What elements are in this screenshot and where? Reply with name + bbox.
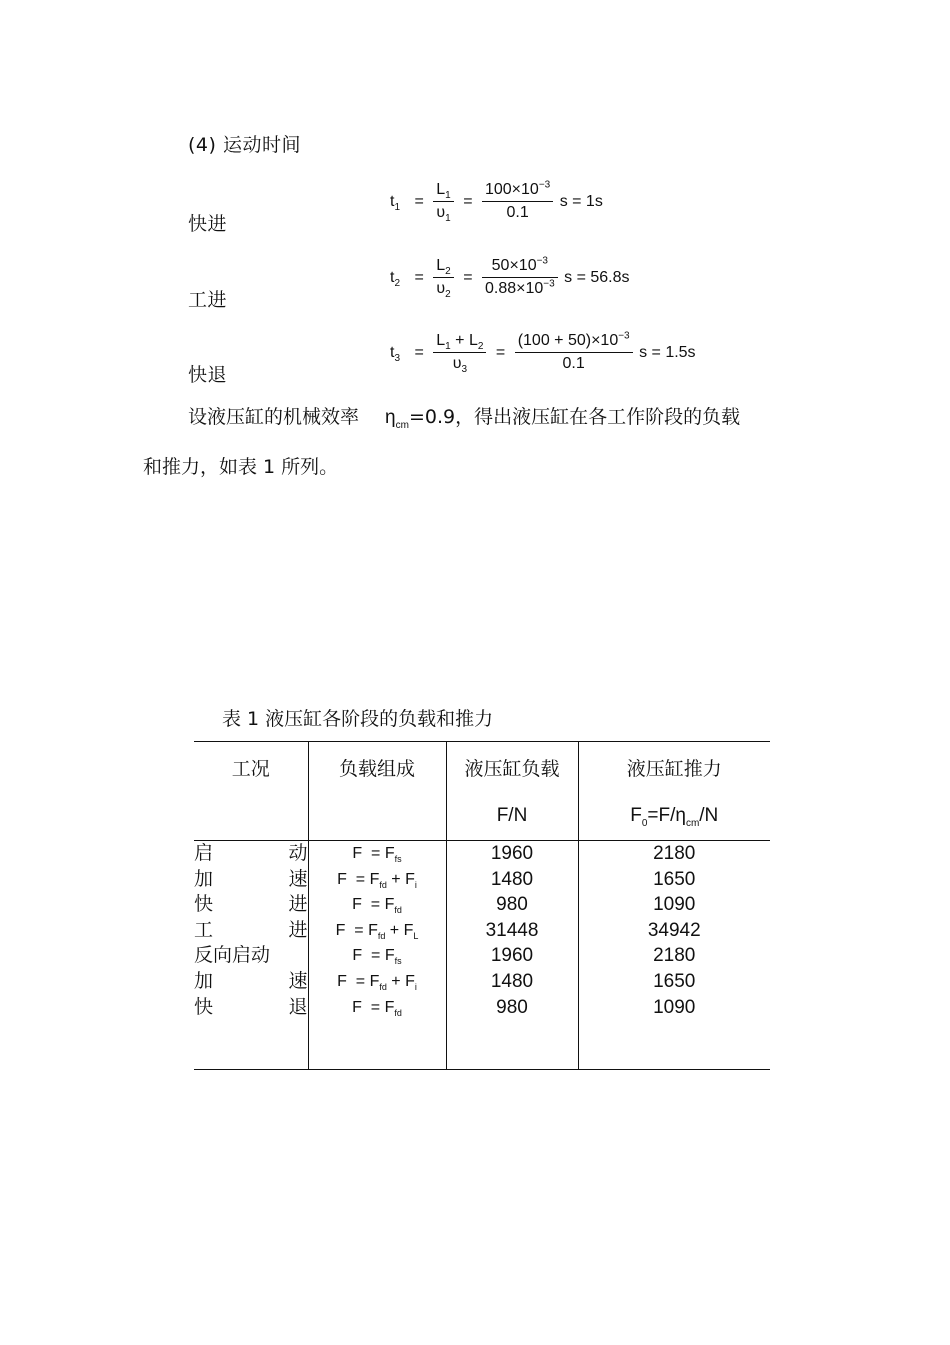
thrust-value: 2180 [653,945,696,967]
eta-symbol: η [385,407,396,428]
cylinder-thrust-column [578,841,770,1070]
efficiency-paragraph-line1 [188,390,808,445]
formula-t3-lhs: t [390,343,395,361]
t1-num: 100×10 [484,181,539,198]
t3-sym-num-b: L [468,332,478,349]
header-load-composition-label: 负载组成 [338,758,415,780]
motion-label-fast-return: 快退 [188,364,228,386]
t1-sym-num-sub: 1 [445,190,451,202]
comp-sub: fs [394,854,402,865]
comp-base: F = F [352,845,395,862]
comp-sub: fd [379,879,387,890]
condition-a: 加 [194,867,214,890]
composition-line [309,943,446,969]
condition-line [194,969,308,995]
paragraph-part1: 设液压缸的机械效率 [188,406,360,428]
t2-result: s = 56.8s [564,268,630,286]
t2-sym-num: L [436,257,446,274]
thrust-value: 2180 [653,843,696,864]
condition-line [194,892,308,918]
t3-sym-num-a-sub: 1 [445,341,451,353]
eta-value: =0.9，得出液压缸在各工作阶段的负载 [408,406,741,428]
condition-b: 速 [288,867,308,890]
condition-b: 动 [288,842,308,864]
t3-sym-den-sub: 3 [461,364,467,376]
comp-base: F = F [352,896,395,914]
comp-extra-sub: i [414,982,417,993]
section-heading: (4) 运动时间 [188,134,301,156]
t1-sym-den-sub: 1 [445,213,451,225]
comp-base: F = F [335,921,378,939]
composition-line [309,969,446,995]
header-condition [194,742,308,841]
condition-line [194,943,308,969]
t3-num-exp: −3 [618,330,630,342]
condition-a: 启 [194,842,214,864]
formula-t1-lhs: t [390,192,395,210]
t2-den: 0.88×10 [484,280,544,297]
t2-den-exp: −3 [543,278,555,290]
thrust-formula-b-sub: cm [685,817,700,829]
header-load-composition [308,742,446,841]
t2-num: 50×10 [491,257,537,274]
comp-sub: fd [377,930,386,941]
condition-b: 进 [288,893,308,916]
motion-label-work-feed: 工进 [188,289,228,311]
composition-line [309,892,446,918]
composition-line [309,841,446,867]
t3-den: 0.1 [562,355,585,372]
header-cylinder-load-unit: F/N [496,805,528,826]
comp-extra: + F [386,870,415,888]
t3-sym-num-op: + [450,332,469,349]
cylinder-load-column [446,841,578,1070]
eta-sub: cm [395,419,409,431]
header-cylinder-load [446,742,578,841]
table-header-row [194,742,770,841]
load-composition-column [308,841,446,1070]
t3-result: s = 1.5s [639,343,696,361]
motion-label-fast-forward: 快进 [188,213,228,235]
load-value: 31448 [485,919,539,941]
formula-t3-numeric [515,331,633,374]
thrust-value: 1090 [653,894,696,916]
formula-t1-symbolic [433,180,453,223]
comp-extra: + F [386,972,415,990]
thrust-formula-c: /N [699,805,719,826]
thrust-formula-a-sub: 0 [641,817,648,829]
t2-num-exp: −3 [536,255,548,267]
efficiency-paragraph-line2: 和推力，如表 1 所列。 [143,456,339,478]
t3-sym-num-a: L [436,332,446,349]
t2-sym-den-sub: 2 [445,289,451,301]
load-value: 1960 [490,945,534,967]
load-value: 1960 [490,843,534,864]
t3-sym-den: υ [452,355,462,372]
load-value: 1480 [490,970,534,992]
formula-t2-lhs: t [390,268,395,286]
thrust-value: 1650 [653,970,696,992]
condition-a: 工 [194,918,214,941]
condition-b: 退 [288,995,308,1018]
comp-sub: fs [394,956,402,967]
composition-line [309,995,446,1021]
formula-t1-numeric [482,180,553,223]
comp-extra-sub: i [414,879,417,890]
t3-num: (100 + 50)×10 [517,332,619,349]
header-cylinder-thrust-formula [579,805,771,827]
load-thrust-table [194,741,770,1070]
thrust-value: 34942 [647,919,701,941]
thrust-formula-b: =F/η [647,805,686,826]
thrust-value: 1090 [653,996,696,1018]
formula-t2-lhs-sub: 2 [394,277,401,289]
comp-base: F = F [352,998,395,1016]
header-cylinder-thrust-label: 液压缸推力 [626,758,722,780]
formula-t3-symbolic [433,331,486,374]
condition-a: 反向启动 [194,944,271,967]
header-cylinder-load-label: 液压缸负载 [464,758,560,780]
comp-base: F = F [352,947,395,965]
load-value: 1480 [490,868,534,890]
condition-a: 快 [194,893,214,916]
condition-column [194,841,308,1070]
header-condition-label: 工况 [231,758,270,780]
comp-base: F = F [337,972,380,990]
t2-sym-num-sub: 2 [445,266,451,278]
composition-line [309,918,446,944]
t1-den: 0.1 [506,204,529,221]
t1-result: s = 1s [559,192,603,210]
condition-b: 速 [288,969,308,992]
condition-a: 加 [194,969,214,992]
header-cylinder-thrust [578,742,770,841]
formula-t1: $t_1$ = $\frac{L_1}{\upsilon_1}$ = $\frac{100\times 10^{-3}}{0.1}$ s = 1s [390,179,603,225]
formula-t2-symbolic [433,256,453,299]
formula-t3-lhs-sub: 3 [394,352,401,364]
comp-sub: fd [394,1007,402,1018]
thrust-value: 1650 [653,868,696,890]
condition-line [194,995,308,1021]
formula-t2-numeric [482,256,558,299]
load-value: 980 [496,996,528,1018]
comp-sub: fd [379,982,387,993]
t1-sym-den: υ [436,204,446,221]
comp-base: F = F [337,870,380,888]
table-body-row [194,841,770,1070]
t3-sym-num-b-sub: 2 [477,341,484,353]
comp-extra: + F [385,921,414,939]
condition-a: 快 [194,995,214,1018]
formula-t1-lhs-sub: 1 [394,201,401,213]
comp-sub: fd [394,905,402,916]
formula-t3: $t_3$ = $\frac{L_1 + L_2}{\upsilon_3}$ = $\frac{(100 + 50)\times 10^{-3}}{0.1}$ s = 1.5s [390,330,696,376]
table-caption: 表 1 液压缸各阶段的负载和推力 [222,708,494,730]
condition-line [194,841,308,867]
t1-sym-num: L [436,181,446,198]
t2-sym-den: υ [436,280,446,297]
condition-line [194,918,308,944]
comp-extra-sub: L [413,930,419,941]
condition-line [194,867,308,893]
composition-line [309,867,446,893]
formula-t2: $t_2$ = $\frac{L_2}{\upsilon_2}$ = $\frac{50\times 10^{-3}}{0.88\times 10^{-3}}$ s = 56.8s [390,255,630,301]
thrust-formula-a: F [630,805,642,826]
t1-num-exp: −3 [538,179,551,191]
load-value: 980 [496,894,528,916]
condition-b: 进 [288,918,308,941]
